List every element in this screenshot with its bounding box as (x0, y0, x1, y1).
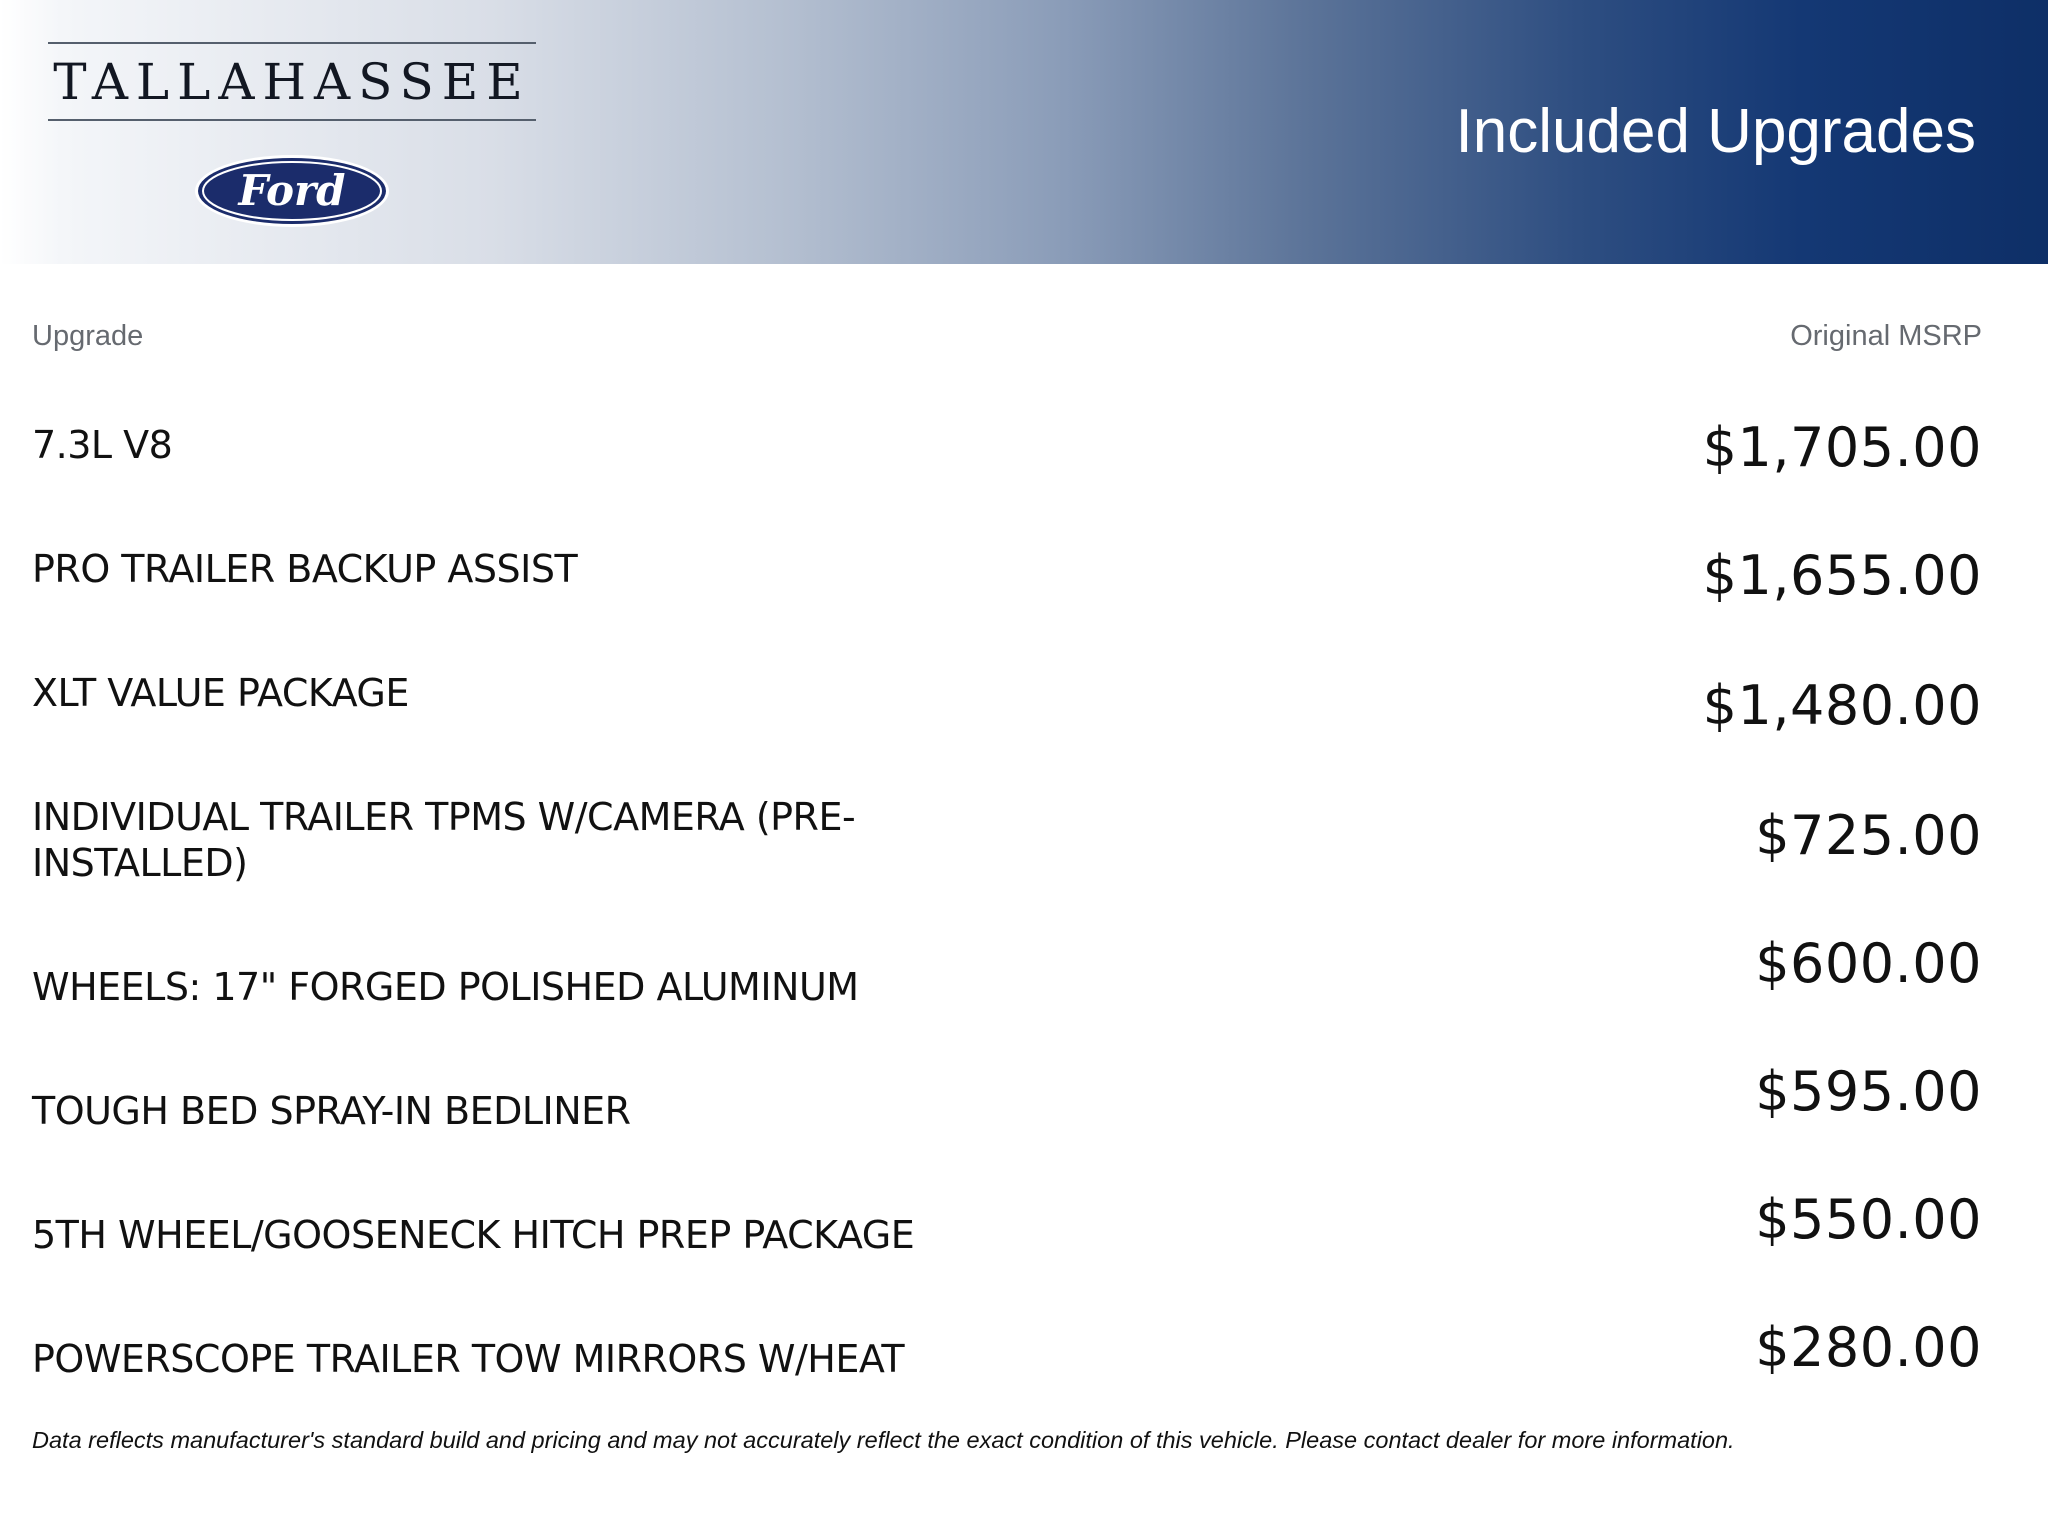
upgrade-name: INDIVIDUAL TRAILER TPMS W/CAMERA (PRE-INSTALLED) (32, 795, 856, 885)
table-row (32, 1060, 1982, 1186)
upgrade-name: 5TH WHEEL/GOOSENECK HITCH PREP PACKAGE (32, 1213, 915, 1257)
header-banner (0, 0, 2048, 264)
column-header-upgrade: Upgrade (32, 320, 144, 352)
disclaimer-text: Data reflects manufacturer's standard build and pricing and may not accurately reflect the exact condition of this vehicle. Please contact dealer for more information. (32, 1427, 1735, 1453)
table-row (32, 526, 1982, 646)
upgrade-price: $1,480.00 (1702, 674, 1982, 737)
ford-logo-icon (192, 152, 392, 230)
upgrade-price: $595.00 (1755, 1060, 1982, 1123)
upgrade-name: TOUGH BED SPRAY-IN BEDLINER (32, 1089, 631, 1133)
upgrade-price: $600.00 (1755, 932, 1982, 995)
upgrade-price: $280.00 (1755, 1316, 1982, 1379)
upgrade-price: $1,655.00 (1702, 544, 1982, 607)
brand-bottom-rule (48, 119, 536, 121)
brand-top-rule (48, 42, 536, 44)
upgrade-name: WHEELS: 17" FORGED POLISHED ALUMINUM (32, 965, 859, 1009)
table-row (32, 1190, 1982, 1310)
table-row (32, 774, 1982, 894)
table-row (32, 402, 1982, 522)
upgrade-name: XLT VALUE PACKAGE (32, 671, 409, 715)
upgrade-price: $725.00 (1755, 804, 1982, 867)
table-row (32, 650, 1982, 770)
table-row (32, 1314, 1982, 1434)
column-header-msrp: Original MSRP (1790, 320, 1982, 352)
upgrade-name: PRO TRAILER BACKUP ASSIST (32, 547, 578, 591)
dealer-brand (48, 40, 536, 240)
dealer-name: TALLAHASSEE (53, 53, 531, 111)
ford-logo-text: Ford (238, 166, 346, 215)
upgrade-price: $550.00 (1755, 1188, 1982, 1251)
upgrade-name: 7.3L V8 (32, 423, 173, 467)
upgrade-name: POWERSCOPE TRAILER TOW MIRRORS W/HEAT (32, 1337, 905, 1381)
upgrade-price: $1,705.00 (1702, 416, 1982, 479)
table-row (32, 932, 1982, 1062)
page-title: Included Upgrades (1455, 97, 1976, 166)
